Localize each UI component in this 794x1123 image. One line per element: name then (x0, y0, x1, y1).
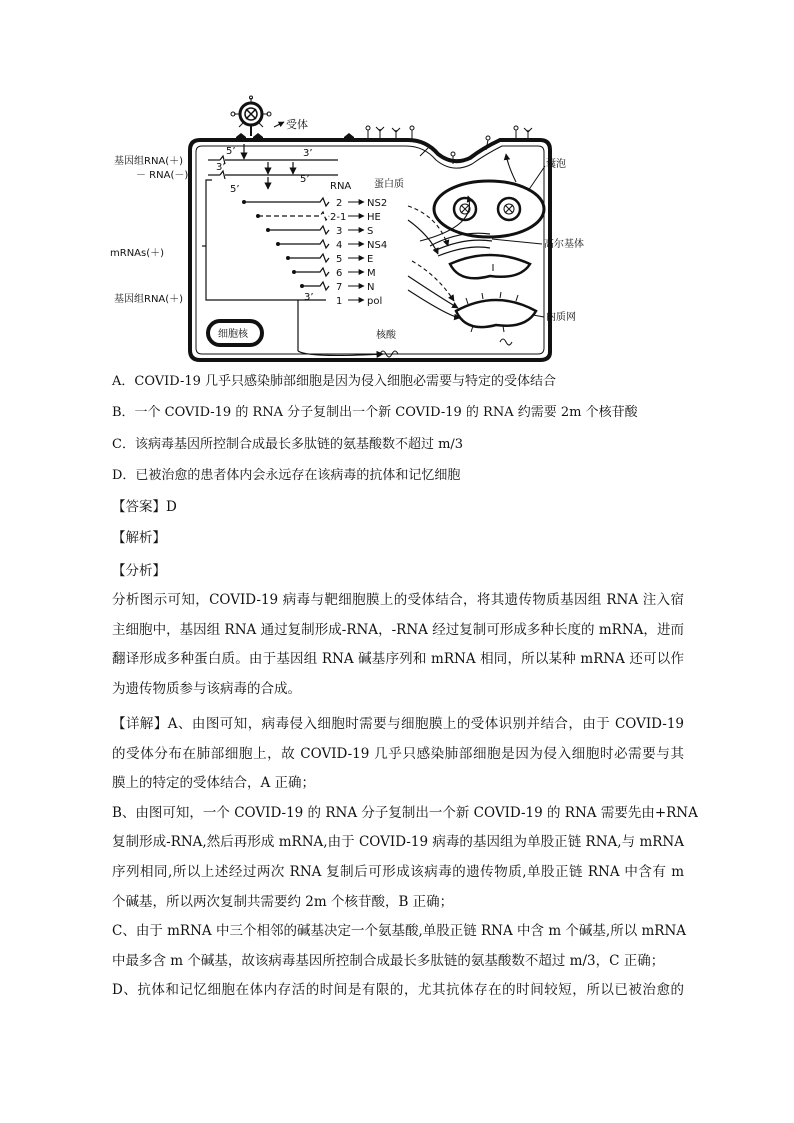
fenxi-paragraph (112, 586, 684, 704)
protein-label: M (367, 268, 376, 279)
protein-label: HE (367, 212, 381, 223)
vesicle (434, 181, 544, 237)
analysis-label: 【解析】 (112, 530, 166, 546)
protein-label: N (367, 282, 375, 293)
detail-paragraph (112, 710, 698, 1006)
rna-number-label: 7 (336, 282, 343, 293)
nucleic-acid-label: 核酸 (376, 330, 396, 341)
mrna-strand (268, 226, 329, 234)
paragraph-line: 中最多含 m 个碱基，故该病毒基因所控制合成最长多肽链的氨基酸数不超过 m/3，C 正确； (112, 952, 665, 969)
answer-value: D (166, 499, 177, 515)
rna-number-label: 2 (336, 198, 343, 209)
rna-number-label: 3 (336, 226, 343, 237)
mrna-strand (302, 282, 329, 290)
mrnas-pos-label: mRNAs(＋) (110, 248, 165, 259)
option-b: B．一个 COVID-19 的 RNA 分子复制出一个新 COVID-19 的 RNA 约需要 2m 个核苷酸 (112, 405, 638, 420)
rna-column-label: RNA (330, 181, 352, 192)
receptor-label: 受体 (286, 118, 308, 131)
genome-rna-pos-label: 基因组RNA(＋) (114, 156, 184, 167)
er-label: 内质网 (546, 312, 576, 323)
rna-number-label: 1 (336, 296, 343, 307)
three-prime-label: 3’ (304, 292, 314, 303)
fenxi-label: 【分析】 (112, 563, 166, 579)
five-prime-label: 5’ (230, 184, 240, 195)
protein-label: NS4 (367, 240, 388, 251)
answer-line (112, 498, 177, 516)
mrna-cap-dot (300, 284, 304, 288)
mrna-cap-dot (266, 228, 270, 232)
mrna-cap-dot (256, 214, 260, 218)
paragraph-line: 为遗传物质参与该病毒的合成。 (112, 680, 301, 697)
paragraph-line: 个碱基，所以两次复制共需要约 2m 个核苷酸，B 正确； (112, 893, 454, 910)
protein-label: pol (367, 296, 383, 307)
rna-neg-label: － RNA(－) (136, 170, 189, 181)
paragraph-line: B、由图可知，一个 COVID-19 的 RNA 分子复制出一个新 COVID-19 的 RNA 需要先由+RNA (112, 804, 698, 821)
mrna-cap-dot (276, 242, 280, 246)
detail-label: 【详解】 (112, 716, 168, 732)
paragraph-line: A、由图可知，病毒侵入细胞时需要与细胞膜上的受体识别并结合，由于 COVID-19 (167, 716, 684, 732)
paragraph-line: 复制形成-RNA,然后再形成 mRNA,由于 COVID-19 病毒的基因组为单股正链 RNA,与 mRNA (112, 834, 684, 851)
option-d: D．已被治愈的患者体内会永远存在该病毒的抗体和记忆细胞 (112, 468, 461, 483)
analysis-heading (112, 529, 166, 547)
mrna-cap-dot (292, 270, 296, 274)
mrna-strand (278, 240, 329, 248)
protein-column-label: 蛋白质 (374, 179, 404, 190)
genome-rna-pos-label-2: 基因组RNA(＋) (114, 294, 184, 305)
covid-replication-diagram (108, 96, 584, 366)
rna-number-label: 2-1 (330, 212, 347, 223)
mrna-strand (294, 268, 329, 276)
paragraph-line: 分析图示可知，COVID-19 病毒与靶细胞膜上的受体结合，将其遗传物质基因组 RNA 注入宿 (112, 592, 684, 608)
five-prime-label: 5’ (226, 146, 236, 157)
fenxi-heading (112, 562, 166, 580)
option-a: A．COVID-19 几乎只感染肺部细胞是因为侵入细胞必需要与特定的受体结合 (112, 374, 557, 389)
paragraph-line: 翻译形成多种蛋白质。由于基因组 RNA 碱基序列和 mRNA 相同，所以某种 mRNA 还可以作 (112, 651, 684, 668)
mrna-rows (242, 198, 387, 307)
three-prime-label: 3’ (303, 148, 313, 159)
paragraph-line: C、由于 mRNA 中三个相邻的碱基决定一个氨基酸,单股正链 RNA 中含 m 个碱基,所以 mRNA (112, 923, 687, 940)
rna-number-label: 4 (336, 240, 343, 251)
nucleus-label: 细胞核 (218, 329, 248, 340)
mrna-strand (288, 254, 329, 262)
protein-label: NS2 (367, 198, 388, 209)
vesicle-label: 囊泡 (546, 159, 566, 170)
paragraph-line: 主细胞中，基因组 RNA 通过复制形成-RNA，-RNA 经过复制可形成多种长度的 mRNA，进而 (112, 621, 684, 638)
rna-number-label: 5 (336, 254, 343, 265)
paragraph-line: 膜上的特定的受体结合，A 正确； (112, 775, 316, 792)
mrna-strand (244, 198, 329, 206)
five-prime-label: 5’ (300, 174, 310, 185)
paragraph-line: D、抗体和记忆细胞在体内存活的时间是有限的，尤其抗体存在的时间较短，所以已被治愈的 (112, 982, 684, 999)
rna-number-label: 6 (336, 268, 343, 279)
protein-label: E (367, 254, 374, 265)
protein-label: S (367, 226, 374, 237)
mrna-strand (258, 212, 329, 220)
mrna-cap-dot (242, 200, 246, 204)
virus-particle-icon (231, 96, 271, 127)
detail-first-line (112, 710, 684, 740)
three-prime-label: 3’ (216, 162, 226, 173)
option-c: C．该病毒基因所控制合成最长多肽链的氨基酸数不超过 m/3 (112, 437, 464, 452)
answer-label: 【答案】 (112, 499, 166, 515)
golgi-label: 高尔基体 (544, 239, 584, 250)
paragraph-line: 序列相同,所以上述经过两次 RNA 复制后可形成该病毒的遗传物质,单股正链 RNA 中含有 m (112, 863, 684, 880)
paragraph-line: 的受体分布在肺部细胞上，故 COVID-19 几乎只感染肺部细胞是因为侵入细胞时必需要与其 (112, 745, 684, 762)
mrna-cap-dot (286, 256, 290, 260)
